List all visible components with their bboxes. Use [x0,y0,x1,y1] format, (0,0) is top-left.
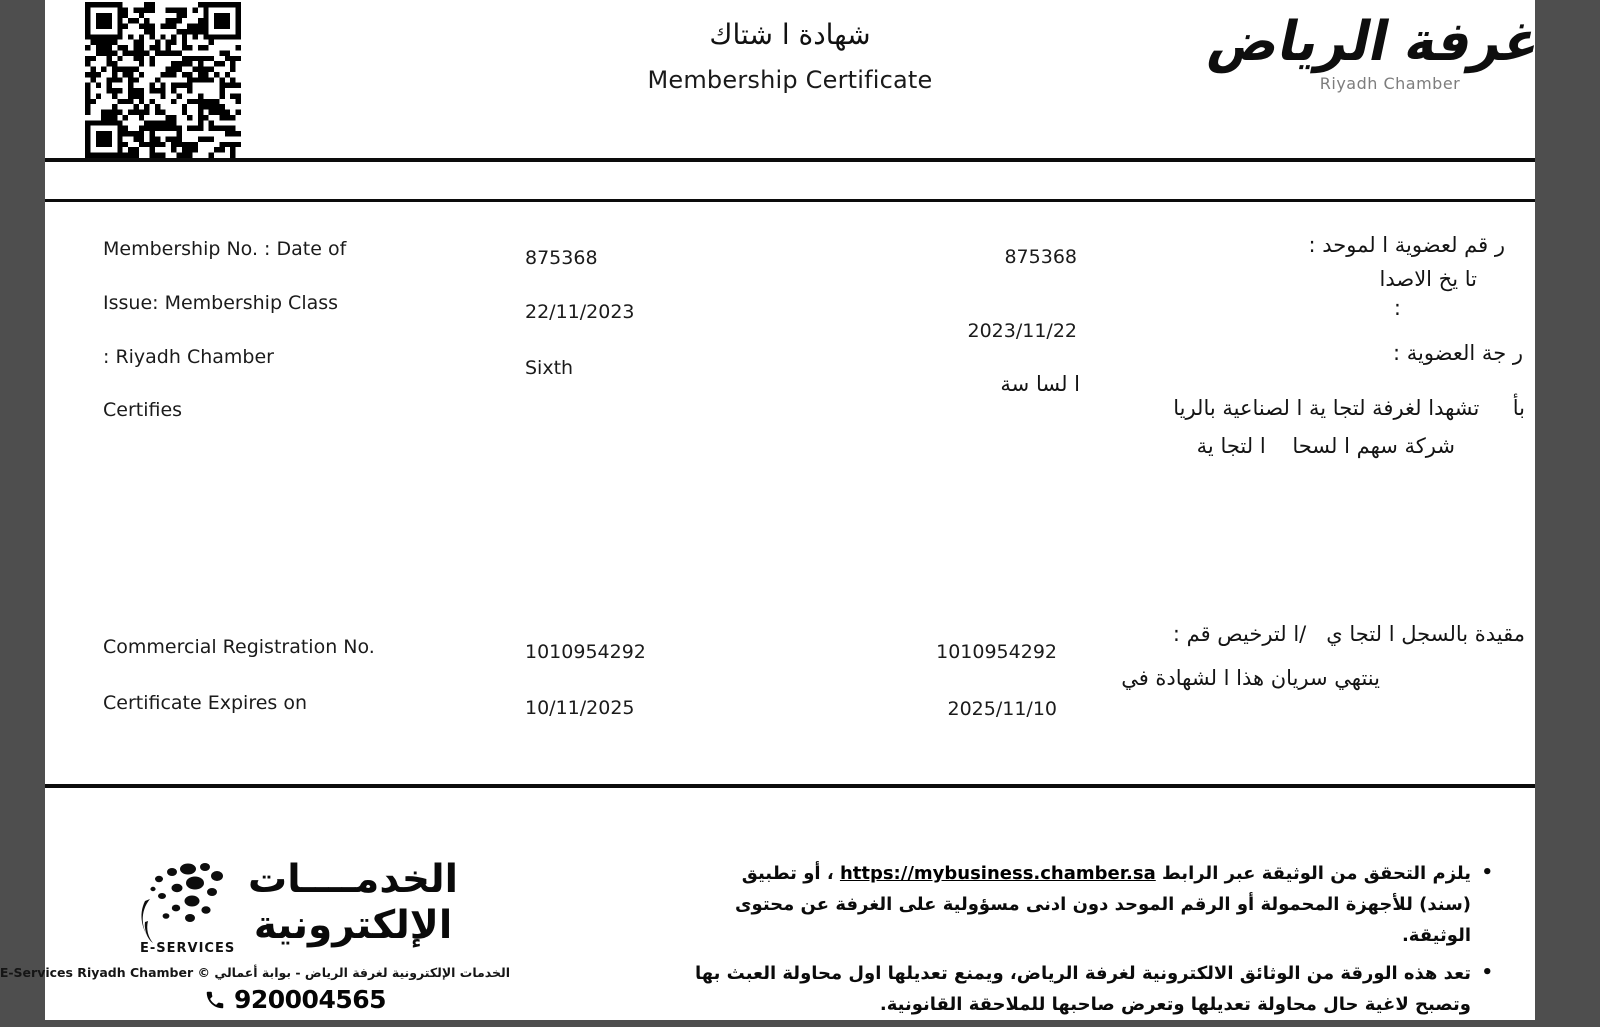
phone-icon [204,989,226,1011]
riyadh-chamber-logo [1203,10,1547,93]
label-membership-no-ar: ر قم لعضوية ا لموحد : [1308,233,1505,257]
value-issue-date-ar: 2023/11/22 [967,320,1077,342]
eservices-logo-block [0,845,510,1020]
label-certifies-en: Certifies [103,399,183,421]
eservices-logo-latin: E-SERVICES [140,941,236,956]
header-divider-bottom [45,199,1535,202]
value-issue-date-en: 22/11/2023 [525,301,635,323]
certificate-title-english: Membership Certificate [647,66,933,94]
phone-number: 920004565 [233,985,387,1014]
label-issue-class-en: Issue: Membership Class [103,292,339,314]
certificate-title-arabic: شهادة ا شتاك [709,18,871,51]
value-commercial-registration-en: 1010954292 [525,641,646,663]
label-membership-no-en: Membership No. : Date of [103,238,347,260]
label-commercial-registration-ar: مقيدة بالسجل ا لتجا ي /ا لترخيص قم : [1172,622,1525,646]
footer-notes [685,858,1497,1027]
note-legal-text: تعد هذه الورقة من الوثائق الالكترونية لغرفة الرياض، ويمنع تعديلها اول محاولة العبث بها وتصبح لاغية حال محاولة تعديلها وتعرض صاحبها للملاحقة القانونية. [694,963,1471,1015]
label-commercial-registration-en: Commercial Registration No. [103,636,375,658]
phone-row [80,985,510,1014]
bullet-icon: • [1481,962,1493,983]
value-membership-no-ar: 875368 [1004,246,1077,268]
verification-link[interactable]: https://mybusiness.chamber.sa [839,863,1156,884]
label-issue-date-ar: تا يخ الاصدا [1379,267,1477,291]
riyadh-chamber-logo-english: Riyadh Chamber [1319,74,1461,93]
label-membership-class-ar: ر جة العضوية : [1392,341,1523,365]
note-verification-text-before: يلزم التحقق من الوثيقة عبر الرابط [1155,863,1471,884]
value-membership-class-ar: ا لسا سة [1000,372,1080,396]
label-certificate-expires-en: Certificate Expires on [103,692,308,714]
eservices-logo-arabic-line1: الخدمــــات [248,857,458,902]
eservices-logo-arabic-line2: الإلكترونية [253,903,453,948]
value-expiry-date-ar: 2025/11/10 [947,698,1057,720]
label-riyadh-chamber-en: : Riyadh Chamber [103,346,274,368]
value-commercial-registration-ar: 1010954292 [936,641,1057,663]
label-certificate-expires-ar: ينتهي سريان هذا ا لشهادة في [1121,666,1380,690]
value-membership-class-en: Sixth [525,357,574,379]
note-verification [685,858,1497,951]
bullet-icon: • [1481,862,1493,883]
eservices-tagline: الخدمات الإلكترونية لغرفة الرياض - بوابة أعمالي © E-Services Riyadh Chamber [0,965,510,980]
header-divider-top [45,158,1535,162]
certify-statement-ar: بأ تشهدا لغرفة لتجا ية ا لصناعية بالريا [1173,396,1525,420]
company-name-ar: شركة سهم ا لسحا ا لتجا ية [1196,434,1455,458]
note-verification-text-after: ، أو تطبيق (سند) للأجهزة المحمولة أو الرقم الموحد دون ادنى مسؤولية على الغرفة عن محتوى الوثيقة. [735,863,1471,946]
riyadh-chamber-logo-arabic: غرفة الرياض [1203,10,1547,74]
note-legal [685,958,1497,1020]
label-issue-date-colon-ar: : [1393,296,1401,320]
value-membership-no-en: 875368 [525,247,598,269]
eservices-logo-arabic [238,857,468,949]
value-expiry-date-en: 10/11/2025 [525,697,635,719]
footer-divider [45,784,1535,788]
